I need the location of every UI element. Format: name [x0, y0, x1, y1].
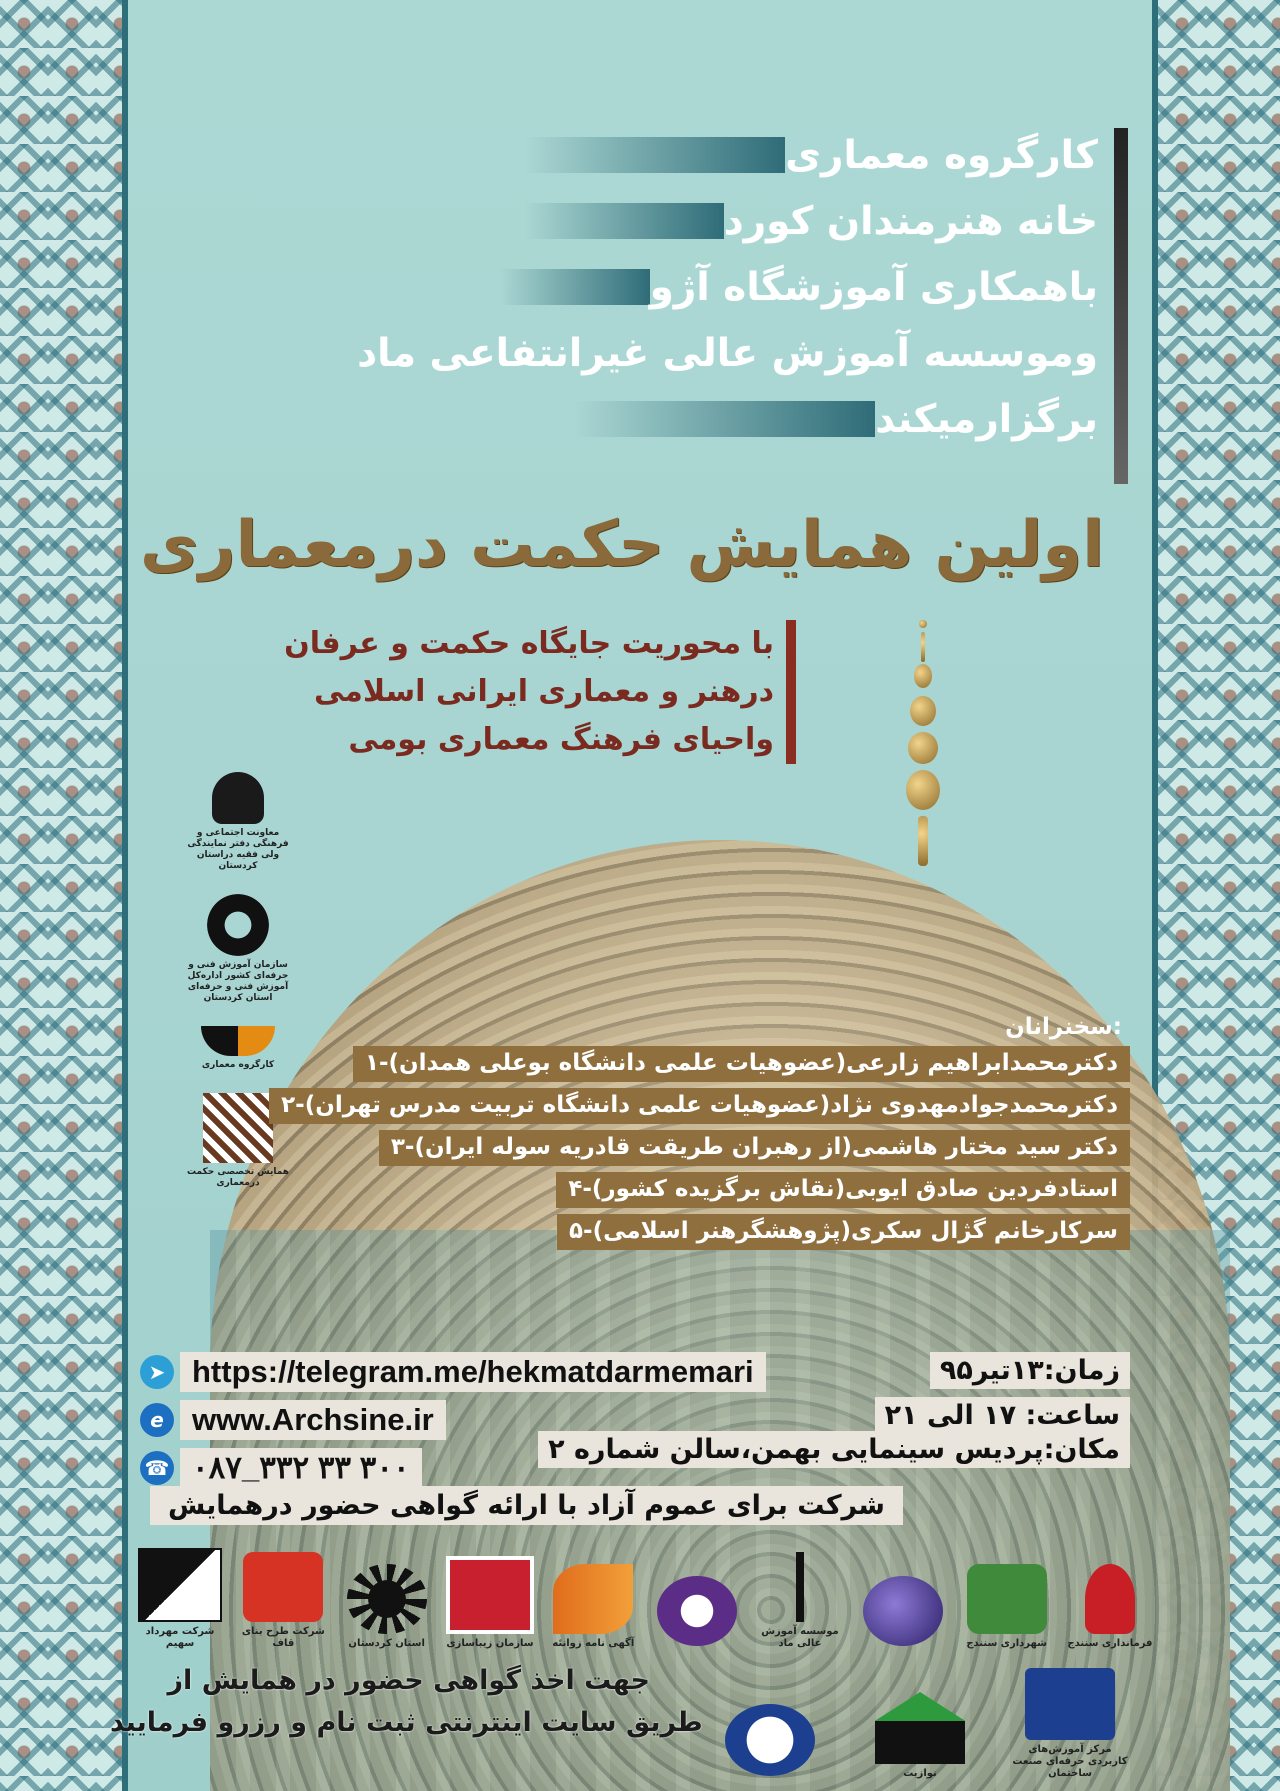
azhu-icon — [863, 1576, 943, 1646]
telegram-icon: ➤ — [140, 1355, 174, 1389]
event-hours-row — [590, 1397, 1130, 1434]
dome-finial-icon — [905, 620, 941, 860]
free-entry-note: شرکت برای عموم آزاد با ارائه گواهی حضور درهمایش — [150, 1486, 903, 1525]
speakers-heading: سخنرانان: — [1005, 1014, 1122, 1040]
organizer-line: برگزارمیکند — [368, 386, 1128, 452]
organizer-line: وموسسه آموزش عالی غیرانتفاعی ماد — [357, 330, 1098, 376]
speaker-item: ۳-دکتر سید مختار هاشمی(از رهبران طریقت قادریه سوله ایران) — [310, 1130, 1130, 1166]
sponsor-logo — [710, 1704, 830, 1780]
qaf-company-icon — [243, 1552, 323, 1622]
event-date-row — [590, 1352, 1130, 1389]
organizer-line: کارگروه معماری — [368, 122, 1128, 188]
sanandaj-municipality-icon — [967, 1564, 1047, 1634]
subtitle-line: درهنر و معماری ایرانی اسلامی — [313, 674, 774, 709]
internet-explorer-icon: e — [140, 1403, 174, 1437]
conference-title: اولین همایش حکمت درمعماری — [140, 508, 1104, 582]
kurd-artists-house-icon — [347, 1564, 427, 1634]
event-hours: ساعت: ۱۷ الی ۲۱ — [875, 1397, 1130, 1434]
logo-item: همایش تخصصی حکمت درمعماری — [178, 1093, 298, 1189]
mad-institute-icon — [760, 1552, 840, 1622]
organizer-lines — [357, 122, 1128, 452]
event-time — [590, 1352, 1130, 1442]
kurd-artists-forum-icon — [201, 1026, 275, 1056]
idehemarat-icon — [1025, 1668, 1115, 1740]
iran-emblem-icon — [212, 772, 264, 824]
sponsor-logo: شرکت مهرداد سهیم — [130, 1548, 230, 1650]
logo-item: معاونت اجتماعی و فرهنگی دفتر نمایندگی ولی فقیه دراستان کردستان — [178, 772, 298, 872]
event-place-row — [538, 1434, 1130, 1465]
smart-home-icon — [875, 1692, 965, 1764]
left-tile-border — [0, 0, 128, 1791]
speakers-list — [281, 1014, 1130, 1256]
event-date: زمان:۱۳تیر۹۵ — [930, 1352, 1130, 1389]
sohrab-company-icon — [138, 1548, 222, 1622]
sponsor-logo: نوازیت — [860, 1692, 980, 1780]
b-design-icon — [725, 1704, 815, 1776]
phone-number: ۰۸۷_۳۳۲ ۳۳ ۳۰۰ — [180, 1448, 422, 1488]
speaker-item: ۵-سرکارخانم گژال سکری(پژوهشگرهنر اسلامی) — [310, 1214, 1130, 1250]
registration-note: جهت اخذ گواهی حضور در همایش از طریق سایت اینترنتی ثبت نام و رزرو فرمایید — [110, 1665, 703, 1738]
subtitle-line: با محوریت جایگاه حکمت و عرفان — [284, 626, 774, 661]
sponsor-logo: آگهی نامه زوانئه — [543, 1564, 643, 1650]
conference-subtitle — [214, 620, 796, 764]
supporter-logos — [178, 772, 298, 1211]
sponsor-logo: استان کردستان — [337, 1564, 437, 1650]
sponsor-logo: شهرداری سنندج — [957, 1564, 1057, 1650]
speaker-item: ۴-استادفردین صادق ایوبی(نقاش برگزیده کشور) — [310, 1172, 1130, 1208]
tvto-emblem-icon — [207, 894, 269, 956]
sponsors-row — [130, 1548, 1160, 1650]
sponsor-logo — [853, 1576, 953, 1650]
logo-item: سازمان آموزش فنی و حرفه‌ای کشور اداره‌کل آموزش فنی و حرفه‌ای استان کردستان — [178, 894, 298, 1004]
sponsor-logo: فرمانداری سنندج — [1060, 1564, 1160, 1650]
event-place: مکان:پردیس سینمایی بهمن،سالن شماره ۲ — [538, 1431, 1130, 1468]
city-council-icon — [657, 1576, 737, 1646]
sponsors-row-2 — [710, 1668, 1130, 1780]
sponsor-logo — [647, 1576, 747, 1650]
speaker-item: ۱-دکترمحمدابراهیم زارعی(عضوهیات علمی دانشگاه بوعلی همدان) — [310, 1046, 1130, 1082]
organizer-line: باهمکاری آموزشگاه آژو — [368, 254, 1128, 320]
sanandaj-governorate-icon — [1085, 1564, 1135, 1634]
sponsor-logo: شرکت طرح بنای قاف — [233, 1552, 333, 1650]
zavalat-icon — [553, 1564, 633, 1634]
telegram-link[interactable]: https://telegram.me/hekmatdarmemari — [180, 1352, 766, 1392]
website-link[interactable]: www.Archsine.ir — [180, 1400, 446, 1440]
phone-icon: ☎ — [140, 1451, 174, 1485]
conference-logo-icon — [203, 1093, 273, 1163]
sponsor-logo: سازمان زیباسازی — [440, 1556, 540, 1650]
organizer-line: خانه هنرمندان کورد — [368, 188, 1128, 254]
sponsor-logo: موسسه آموزش عالی ماد — [750, 1552, 850, 1650]
sponsor-logo: مرکز آموزش‌های کاربردی حرفه‌ای صنعت ساختمان — [1010, 1668, 1130, 1780]
zibasazi-icon — [446, 1556, 534, 1634]
logo-item: کارگروه معماری — [178, 1026, 298, 1071]
speaker-item: ۲-دکترمحمدجوادمهدوی نژاد(عضوهیات علمی دانشگاه تربیت مدرس تهران) — [310, 1088, 1130, 1124]
subtitle-line: واحیای فرهنگ معماری بومی — [348, 722, 774, 757]
